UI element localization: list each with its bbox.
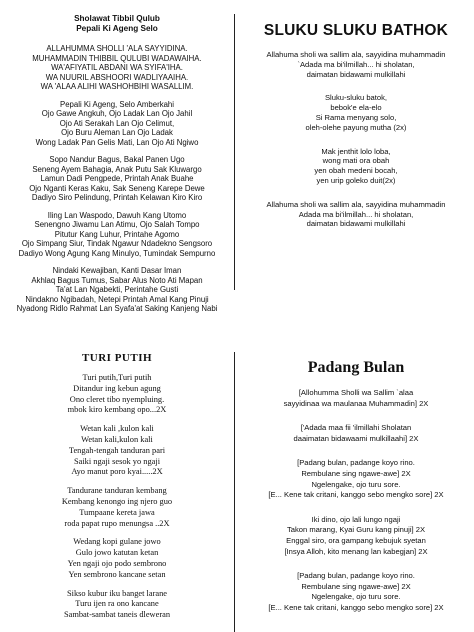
stanza (238, 515, 474, 557)
stanza (238, 50, 474, 79)
lyric-line: Dadiyo Siro Pelindung, Printah Kelawan Kiro Kiro (31, 193, 203, 202)
lyric-line: Rembulane sing ngawe-awe] 2X (301, 581, 411, 591)
lyric-line: Takon marang, Kyai Guru kang pinuji] 2X (286, 525, 426, 535)
lyric-line: Iling Lan Waspodo, Dawuh Kang Utomo (47, 210, 187, 220)
lyric-line: [E... Kene tak critani, kanggo sebo mengko sore] 2X (268, 490, 444, 500)
panel-title (2, 14, 232, 34)
lyric-line: Ta'at Lan Ngabekti, Perintahe Gusti (55, 285, 179, 294)
lyric-line: [Insya Alloh, kito menang lan kabegjan] 2X (284, 546, 428, 556)
stanza (238, 458, 474, 500)
lyric-line: Allahuma sholi wa sallim ala, sayyidina muhammadin (266, 199, 446, 209)
stanza (2, 44, 232, 92)
lyric-line: Pitutur Kang Luhur, Printahe Agomo (54, 229, 180, 239)
lyric-line: Lamun Dadi Pengpede, Printah Anak Buahe (40, 174, 194, 183)
lyric-line: [E... Kene tak critani, kanggo sebo mengko sore] 2X (268, 602, 444, 612)
stanza (2, 100, 232, 148)
lyric-line: Ngelengake, ojo turu sore. (311, 479, 401, 489)
lyric-line: Gulo jowo katutan ketan (75, 548, 159, 558)
lyrics-panel-sluku-bathok (238, 10, 474, 310)
lyric-line: daaimatan bidawaami mulkillaahi] 2X (293, 433, 419, 443)
lyric-line: Wetan kali ,kulon kali (80, 424, 154, 434)
lyric-line: `Adada ma bi'ilmillah... hi sholatan, (297, 59, 415, 69)
lyric-line: Seneng Ayem Bahagia, Anak Putu Sak Kluwargo (32, 164, 202, 174)
panel-title: SLUKU SLUKU BATHOK (263, 22, 449, 39)
lyric-line: Nyadong Ridlo Rahmat Lan Syafa'at Saking Kanjeng Nabi (16, 304, 218, 313)
stanza (2, 266, 232, 314)
stanza (2, 424, 232, 478)
column-divider-top (234, 14, 235, 290)
lyric-line: Nindakno Ngibadah, Netepi Printah Amal Kang Pinuji (25, 294, 209, 304)
lyric-line: Yen sembrono kancane setan (68, 569, 166, 579)
lyric-line: Rembulane sing ngawe-awe] 2X (301, 468, 411, 478)
lyric-line: WA 'ALAA ALIHI WASHOHBIHI WASALLIM. (40, 82, 194, 91)
lyric-line: Wetan kali,kulon kali (81, 434, 153, 444)
lyric-line: Si Rama menyang solo, (315, 112, 397, 122)
title-line: Pepali Ki Ageng Selo (76, 24, 158, 33)
lyric-line: Tumpaane kereta jawa (79, 507, 155, 517)
lyric-line: sayyidinaa wa maulanaa Muhammadin] 2X (283, 398, 429, 408)
lyric-line: Saiki ngaji sesok yo ngaji (73, 456, 161, 466)
lyric-line: Tengah-tengah tanduran pari (68, 445, 166, 455)
panel-title: Padang Bulan (307, 359, 405, 376)
lyric-line: Yen ngaji ojo podo sembrono (67, 558, 167, 568)
lyric-line: Allahuma sholi wa sallim ala, sayyidina muhammadin (266, 50, 446, 59)
stanza (238, 388, 474, 409)
lyric-line: WA NUURIL ABSHOORI WADLIYAAIHA. (45, 72, 189, 82)
title-line: Sholawat Tibbil Qulub (74, 14, 160, 23)
lyric-line: wong mati ora obah (322, 156, 390, 166)
lyric-line: Ayo manut poro kyai.....2X (71, 467, 163, 477)
stanza (2, 486, 232, 529)
stanza (238, 93, 474, 132)
stanza (2, 211, 232, 259)
stanza (2, 155, 232, 203)
lyric-line: roda papat rupo menungsa ..2X (64, 518, 170, 528)
column-divider-bottom (234, 352, 235, 632)
lyric-line: Ojo Simpang Siur, Tindak Ngawur Ndadekno Sengsoro (21, 239, 213, 248)
lyric-line: Ojo Gawe Angkuh, Ojo Ladak Lan Ojo Jahil (41, 109, 193, 118)
lyric-line: [Allohumma Sholli wa Sallim `alaa (298, 388, 414, 397)
lyric-line: Pepali Ki Ageng, Selo Amberkahi (60, 99, 174, 109)
lyric-line: mbok kiro kembang opo...2X (67, 405, 167, 415)
stanza (2, 537, 232, 580)
lyric-line: daimatan bidawami mulkillahi (306, 69, 406, 79)
lyric-line: Turu ijen ra ono kancane (75, 599, 159, 609)
lyric-line: Ojo Ati Serakah Lan Ojo Celimut, (59, 118, 175, 128)
lyric-line: Ojo Buru Aleman Lan Ojo Ladak (61, 128, 173, 137)
lyric-line: [Padang bulan, padange koyo rino. (297, 458, 415, 468)
lyrics-panel-padang-bulan (238, 352, 474, 632)
stanza (2, 373, 232, 416)
lyric-line: Wedang kopi gulane jowo (73, 537, 161, 547)
panel-title: TURI PUTIH (81, 352, 153, 364)
stanza (238, 571, 474, 613)
lyric-line: MUHAMMADIN THIBBIL QULUBI WADAWAIHA. (32, 53, 202, 63)
lyric-line: Ojo Nganti Keras Kaku, Sak Seneng Karepe Dewe (29, 183, 205, 193)
lyric-line: Nindaki Kewajiban, Kanti Dasar Iman (52, 266, 182, 275)
lyric-line: Sikso kubur iku banget larane (66, 588, 167, 598)
lyric-line: Kembang kenongo ing njero guo (61, 496, 173, 506)
lyric-line: yen obah medeni bocah, (314, 166, 398, 176)
lyric-line: Akhlaq Bagus Tumus, Sabar Alus Noto Ati Mapan (31, 275, 203, 285)
lyric-line: Enggal siro, ora gampang kebujuk syetan (286, 535, 426, 545)
stanza (238, 147, 474, 186)
lyric-line: daimatan bidawami mulkillahi (306, 219, 406, 229)
lyric-line: ['Adada maa fii 'ilmillahi Sholatan (300, 423, 412, 433)
lyrics-panel-sholawat (2, 14, 232, 314)
lyrics-panel-turi-putih (2, 352, 232, 632)
lyric-line: Senengno Jiwamu Lan Atimu, Ojo Salah Tompo (34, 220, 200, 229)
stanza (238, 423, 474, 444)
lyric-line: oleh-olehe payung mutha (2x) (305, 122, 407, 132)
lyric-line: bebok'e ela-elo (330, 103, 382, 113)
lyric-line: Ditandur ing kebun agung (73, 383, 161, 393)
lyric-line: Iki dino, ojo lali lungo ngaji (311, 514, 401, 524)
lyric-line: Tandurane tanduran kembang (67, 486, 167, 496)
lyric-line: Wong Ladak Pan Gelis Mati, Lan Ojo Ati Ngiwo (35, 137, 199, 147)
stanza (2, 589, 232, 621)
lyric-line: [Padang bulan, padange koyo rino. (297, 571, 415, 581)
lyric-line: Ngelengake, ojo turu sore. (311, 592, 401, 602)
lyric-line: Sopo Nandur Bagus, Bakal Panen Ugo (49, 155, 185, 164)
lyric-line: Turi putih,Turi putih (82, 373, 152, 382)
lyric-line: Sambat-sambat taneis dleweran (63, 610, 171, 620)
stanza (238, 200, 474, 229)
lyric-line: Dadiyo Wong Agung Kang Minulyo, Tumindak Sempurno (18, 248, 216, 258)
lyric-line: ALLAHUMMA SHOLLI 'ALA SAYYIDINA. (46, 44, 188, 53)
lyric-line: Adada ma bi'ilmillah... hi sholatan, (298, 209, 414, 219)
lyric-line: Sluku-sluku batok, (324, 93, 388, 103)
lyric-line: WA'AFIYATIL ABDANI WA SYIFA'IHA. (51, 63, 183, 72)
lyric-line: yen urip goleko duit(2x) (316, 175, 396, 185)
lyric-line: Ono cleret tibo nyempluing. (69, 394, 165, 404)
lyric-line: Mak jenthit lolo loba, (321, 146, 391, 156)
